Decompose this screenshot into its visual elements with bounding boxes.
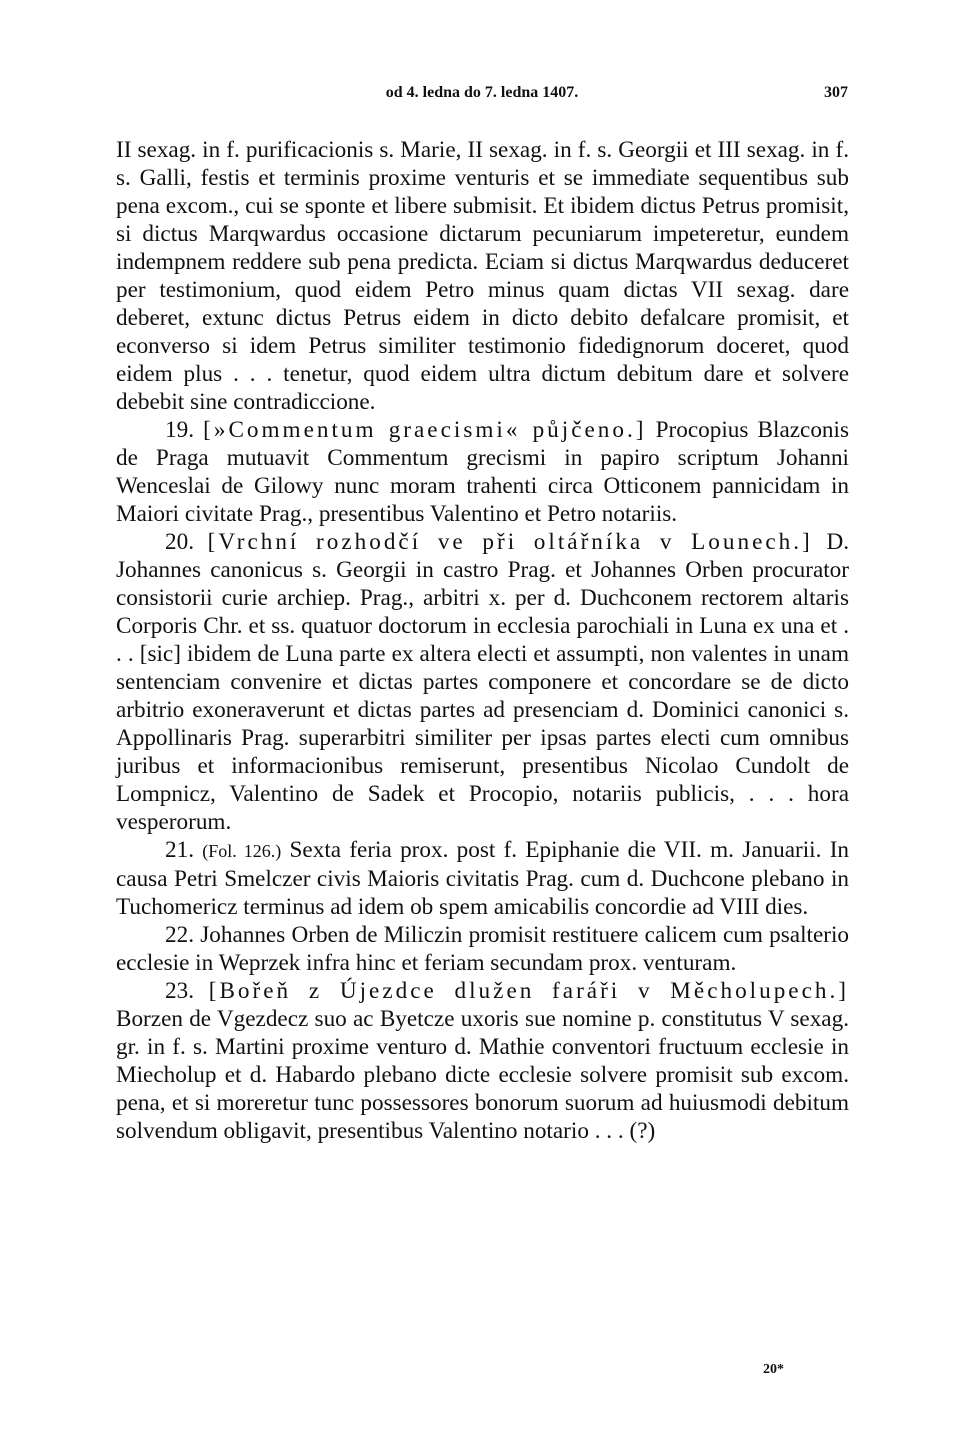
folio-reference: (Fol. 126.): [202, 841, 282, 861]
entry-number: 23.: [165, 978, 194, 1004]
paragraph-text: II sexag. in f. purificacionis s. Marie, II sexag. in f. s. Georgii et III sexag. in f. s. Galli, festis et terminis proxime venturis et se immediate sequentibus sub pena excom., cui se sponte et libere submisit. Et ibidem dictus Petrus promisit, si dictus Marqwardus occasione dictarum pecuniarum impeteretur, eundem indempnem reddere sub pena predicta. Eciam si dictus Marqwardus deduceret per testimonium, quod eidem Petro minus quam dictas VII sexag. dare deberet, extunc dictus Petrus eidem in dicto debito defalcare promisit, et econverso si idem Petrus similiter testimonio fidedignorum doceret, quod eidem plus . . . tenetur, quod eidem ultra dictum debitum dare et solvere debebit sine contradiccione.: [116, 137, 849, 415]
entry-21: [116, 836, 849, 921]
entry-text: D. Johannes canonicus s. Georgii in castro Prag. et Johannes Orben procurator consistorii curie archiep. Prag., arbitri x. per d. Duchconem rectorem altaris Corporis Chr. et ss. quatuor doctorum in ecclesia parochiali in Luna ex una et . . . [sic] ibidem de Luna parte ex altera electi et assumpti, non valentes in unam sentenciam convenire et dictas partes componere et concordare se de dicto arbitrio exoneraverunt et dictas partes ad presenciam d. Dominici canonici s. Appollinaris Prag. superarbitri similiter per ipsas partes electi cum omnibus juribus et informacionibus remiserunt, presentibus Nicolao Cundolt de Lompnicz, Valentino de Sadek et Procopio, notariis publicis, . . . hora vesperorum.: [116, 529, 850, 835]
entry-text: Sexta feria prox. post f. Epiphanie die VII. m. Januarii. In causa Petri Smelczer civis Maioris civitatis Prag. cum d. Duchcone plebano in Tuchomericz terminus ad idem ob spem amicabilis concordie ad VIII dies.: [116, 837, 850, 920]
signature-mark: 20*: [763, 1362, 784, 1377]
page-number: 307: [824, 84, 848, 101]
entry-number: 20.: [165, 529, 194, 555]
entry-22: [116, 921, 849, 977]
entry-20: [116, 528, 849, 836]
paragraph-continuation: [116, 136, 849, 416]
entry-text: Borzen de Vgezdecz suo ac Byetcze uxoris sue nomine p. constitutus V sexag. gr. in f. s. Martini proxime venturo d. Mathie conventori fructuum ecclesie in Miecholup et d. Habardo plebano dicte ecclesie solvere promisit sub excom. pena, et si moreretur tunc possessores bonorum suorum ad huiusmodi debitum solvendum obligavit, presentibus Valentino notario . . . (?): [116, 1006, 849, 1144]
document-body: [116, 136, 849, 1145]
entry-text: Procopius Blazconis de Praga mutuavit Commentum grecismi in papiro scriptum Johanni Wenceslai de Gilowy nunc moram trahenti circa Otticonem pannicidam in Maiori civitate Prag., presentibus Valentino et Petro notariis.: [116, 417, 849, 527]
entry-23: [116, 977, 849, 1145]
entry-heading: [Bořeň z Újezdce dlužen faráři v Měcholupech.]: [208, 978, 850, 1004]
entry-text: Johannes Orben de Miliczin promisit restituere calicem cum psalterio ecclesie in Weprzek infra hinc et feriam secundam prox. venturam.: [116, 922, 850, 976]
entry-number: 21.: [165, 837, 194, 863]
entry-19: [116, 416, 849, 528]
entry-heading: [Vrchní rozhodčí ve při oltářníka v Lounech.]: [207, 529, 813, 555]
running-title: od 4. ledna do 7. ledna 1407.: [385, 84, 579, 101]
entry-heading: [»Commentum graecismi« půjčeno.]: [203, 417, 647, 443]
page-header: [116, 84, 848, 108]
entry-number: 19.: [165, 417, 194, 443]
entry-number: 22.: [165, 922, 194, 948]
